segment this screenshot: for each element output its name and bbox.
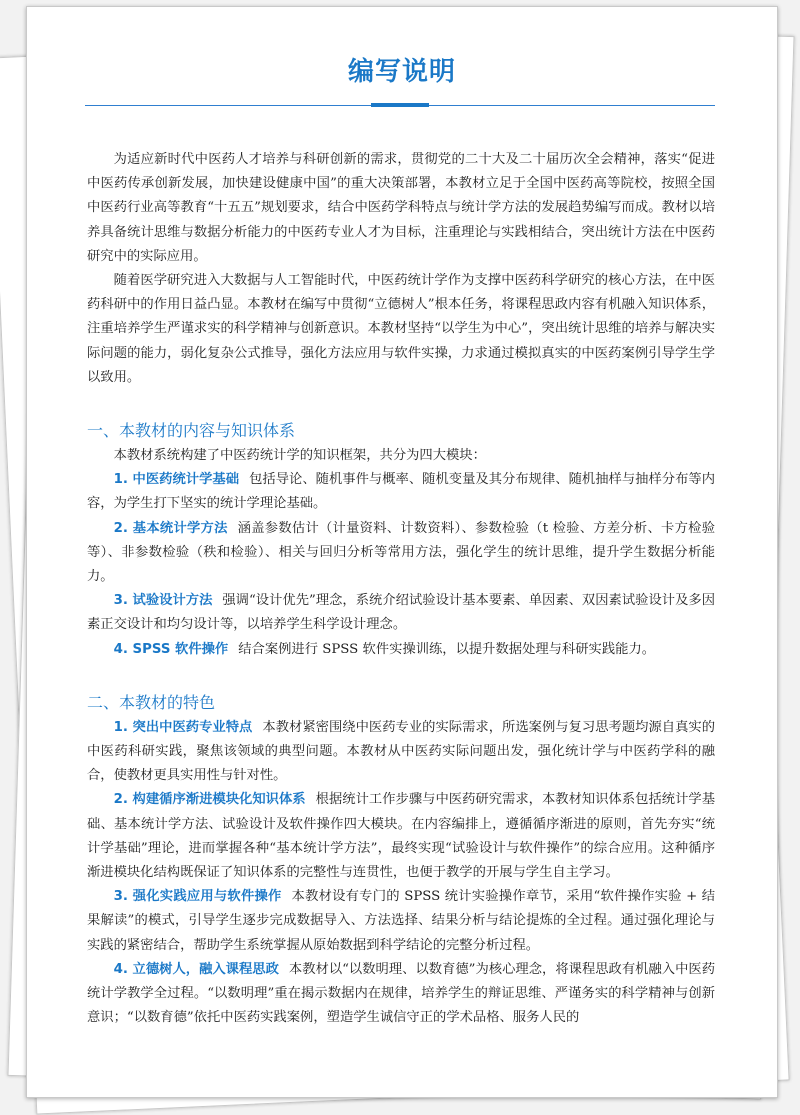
section1-intro: 本教材系统构建了中医药统计学的知识框架，共分为四大模块： [113, 448, 486, 464]
item-lead: 2. 基本统计学方法 [113, 520, 228, 536]
feature-item [87, 885, 715, 958]
item-lead: 3. 强化实践应用与软件操作 [113, 889, 282, 905]
content-item [87, 589, 715, 637]
section-heading-features: 二、本教材的特色 [87, 692, 216, 712]
item-text: 结合案例进行 SPSS 软件实操训练，以提升数据处理与科研实践能力。 [238, 641, 656, 657]
section-heading-content: 一、本教材的内容与知识体系 [87, 421, 296, 441]
document-page [26, 6, 778, 1098]
item-text: 强调“设计优先”理念，系统介绍试验设计基本要素、单因素、双因素试验设计及多因素正交设计和均匀设计等，以培养学生科学设计理念。 [87, 593, 715, 633]
item-lead: 2. 构建循序渐进模块化知识体系 [113, 792, 306, 808]
section-spacer [87, 390, 715, 418]
content-item [87, 468, 715, 516]
intro-paragraph-1: 为适应新时代中医药人才培养与科研创新的需求，贯彻党的二十大及二十届历次全会精神，落实“促进中医药传承创新发展，加快建设健康中国”的重大决策部署，本教材立足于全国中医药高等院校，按照全国中医药行业高等教育“十五五”规划要求，结合中医药学科特点与统计学方法的发展趋势编写而成。教材以培养具备统计思维与数据分析能力的中医药专业人才为目标，注重理论与实践相结合，突出统计方法在中医药研究中的实际应用。 [87, 152, 715, 264]
page-title: 编写说明 [347, 57, 456, 87]
item-text: 本教材以“以数明理、以数育德”为核心理念，将课程思政有机融入中医药统计学教学全过程。“以数明理”重在揭示数据内在规律，培养学生的辩证思维、严谨务实的科学精神与创新意识；“以数育德”依托中医药实践案例，塑造学生诚信守正的学术品格、服务人民的 [87, 961, 715, 1026]
feature-item [87, 958, 715, 1031]
title-divider-accent [371, 103, 429, 107]
feature-item [87, 716, 715, 789]
feature-item [87, 788, 715, 885]
item-text: 涵盖参数估计（计量资料、计数资料）、参数检验（t 检验、方差分析、卡方检验等）、非参数检验（秩和检验）、相关与回归分析等常用方法，强化学生的统计思维，提升学生数据分析能力。 [87, 520, 715, 585]
item-text: 本教材紧密围绕中医药专业的实际需求，所选案例与复习思考题均源自真实的中医药科研实践，聚焦该领域的典型问题。本教材从中医药实际问题出发，强化统计学与中医药学科的融合，使教材更具实用性与针对性。 [87, 719, 716, 784]
content-item [87, 638, 715, 662]
item-lead: 1. 突出中医药专业特点 [113, 719, 253, 735]
item-text: 本教材设有专门的 SPSS 统计实验操作章节，采用“软件操作实验 + 结果解读”的模式，引导学生逐步完成数据导入、方法选择、结果分析与结论提炼的全过程。通过强化理论与实践的紧密结合，帮助学生系统掌握从原始数据到科学结论的完整分析过程。 [87, 889, 716, 953]
item-text: 根据统计工作步骤与中医药研究需求，本教材知识体系包括统计学基础、基本统计学方法、试验设计及软件操作四大模块。在内容编排上，遵循循序渐进的原则，首先夯实“统计学基础”理论，进而掌握各种“基本统计学方法”，最终实现“试验设计与软件操作”的综合应用。这种循序渐进模块化结构既保证了知识体系的完整性与连贯性，也便于教学的开展与学生自主学习。 [87, 792, 716, 881]
item-text: 包括导论、随机事件与概率、随机变量及其分布规律、随机抽样与抽样分布等内容，为学生打下坚实的统计学理论基础。 [87, 472, 716, 512]
document-body [87, 148, 715, 1031]
content-item [87, 517, 715, 590]
item-lead: 4. 立德树人，融入课程思政 [113, 961, 279, 977]
item-lead: 1. 中医药统计学基础 [113, 472, 240, 488]
item-lead: 3. 试验设计方法 [113, 593, 213, 609]
item-lead: 4. SPSS 软件操作 [113, 641, 229, 657]
intro-paragraph-2: 随着医学研究进入大数据与人工智能时代，中医药统计学作为支撑中医药科学研究的核心方法，在中医药科研中的作用日益凸显。本教材在编写中贯彻“立德树人”根本任务，将课程思政内容有机融入知识体系，注重培养学生严谨求实的科学精神与创新意识。本教材坚持“以学生为中心”，突出统计思维的培养与解决实际问题的能力，弱化复杂公式推导，强化方法应用与软件实操，力求通过模拟真实的中医药案例引导学生学以致用。 [87, 273, 715, 385]
section-spacer [87, 662, 715, 690]
